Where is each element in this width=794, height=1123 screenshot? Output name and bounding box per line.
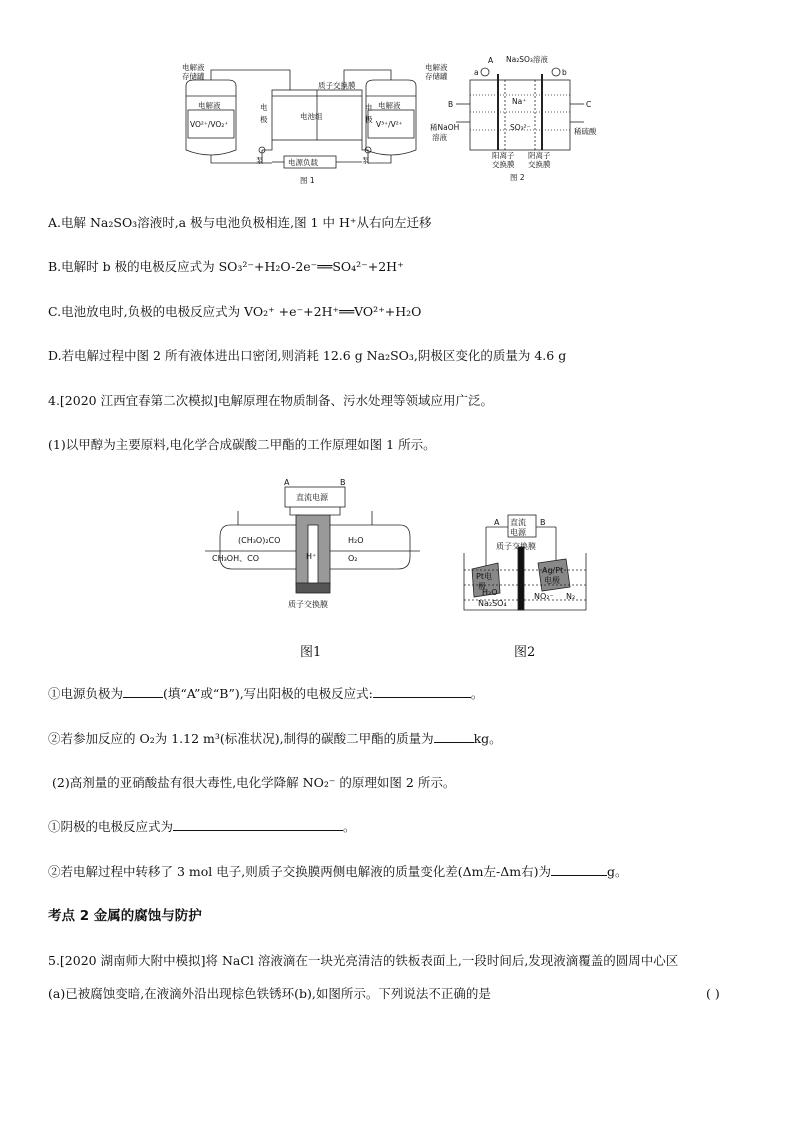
- q4-sub1: ①电源负极为 (填“A”或“B”),写出阳极的电极反应式: 。: [48, 686, 484, 701]
- svg-text:极: 极: [365, 115, 373, 124]
- q4-fig1-o2: O₂: [348, 554, 358, 563]
- fig1-left-tank-text1: 电解液: [198, 101, 221, 110]
- answer-blank-2[interactable]: [373, 685, 471, 698]
- fig2-solution: Na₂SO₃溶液: [506, 55, 548, 64]
- q4-fig1-h: H⁺: [306, 552, 317, 561]
- top-figures: [0, 0, 794, 190]
- fig2-acid: 稀硫酸: [574, 127, 597, 136]
- fig2-so: SO₃²⁻: [510, 123, 531, 132]
- q4-fig1-B: B: [340, 478, 346, 487]
- svg-text:电极: 电极: [544, 576, 560, 585]
- q4-fig2-agpt: Ag/Pt: [542, 566, 564, 575]
- svg-text:电源: 电源: [510, 528, 526, 537]
- svg-text:交换膜: 交换膜: [528, 160, 551, 169]
- svg-text:存储罐: 存储罐: [425, 72, 448, 81]
- fig1-right-tank-text2: V³⁺/V²⁺: [376, 120, 403, 129]
- q4-part2: (2)高剂量的亚硝酸盐有很大毒性,电化学降解 NO₂⁻ 的原理如图 2 所示。: [52, 775, 456, 790]
- fig1-left-tank-text2: VO²⁺/VO₂⁺: [190, 120, 229, 129]
- fig2-label-B: B: [448, 100, 454, 109]
- svg-text:存储罐: 存储罐: [182, 72, 205, 81]
- q4-fig2-A: A: [494, 518, 500, 527]
- q4-fig1-caption: 图1: [300, 645, 322, 660]
- fig1-right-tank-label: 电解液: [425, 63, 448, 72]
- fig1-left-tank-label: 电解液: [182, 63, 205, 72]
- svg-text:极: 极: [260, 115, 268, 124]
- q3-option-c: C.电池放电时,负极的电极反应式为 VO₂⁺ +e⁻+2H⁺══VO²⁺+H₂O: [48, 304, 422, 319]
- fig2-naoh: 稀NaOH: [430, 123, 460, 132]
- fig1-pump-right: 泵: [362, 156, 370, 165]
- fig1-electrode-right: 电: [365, 103, 373, 112]
- fig1-right-tank-text1: 电解液: [378, 101, 401, 110]
- q3-option-b: B.电解时 b 极的电极反应式为 SO₃²⁻+H₂O-2e⁻══SO₄²⁻+2H⁺: [48, 259, 404, 274]
- q5-line2: (a)已被腐蚀变暗,在液滴外沿出现棕色铁锈环(b),如图所示。下列说法不正确的是: [48, 986, 491, 1001]
- q4-fig1-in-left: CH₃OH、CO: [212, 554, 260, 563]
- q4-fig2-no2: NO₂⁻: [534, 592, 554, 601]
- q4-sub4: ②若电解过程中转移了 3 mol 电子,则质子交换膜两侧电解液的质量变化差(Δm左-Δm右)为 g。: [48, 864, 628, 879]
- fig1-load: 电源负载: [288, 158, 318, 167]
- q4-sub3: ①阴极的电极反应式为 。: [48, 819, 356, 834]
- fig1-membrane-label: 质子交换膜: [318, 81, 356, 90]
- answer-blank-5[interactable]: [551, 863, 607, 876]
- fig1-stack-label: 电池组: [300, 112, 323, 121]
- fig1-caption: 图 1: [300, 176, 315, 185]
- fig2-caption: 图 2: [510, 173, 525, 182]
- fig2-mem2: 阴离子: [528, 151, 551, 160]
- q5-answer-paren[interactable]: ( ): [706, 986, 720, 1001]
- fig2-label-C: C: [586, 100, 592, 109]
- q4-figures: [0, 475, 794, 655]
- svg-text:交换膜: 交换膜: [492, 160, 515, 169]
- q4-fig2-B: B: [540, 518, 546, 527]
- q4-part1: (1)以甲醇为主要原料,电化学合成碳酸二甲酯的工作原理如图 1 所示。: [48, 437, 436, 452]
- q4-fig2-na2so4: Na₂SO₄: [478, 599, 507, 608]
- q4-stem: 4.[2020 江西宜春第二次模拟]电解原理在物质制备、污水处理等领域应用广泛。: [48, 393, 493, 408]
- q4-fig1-A: A: [284, 478, 290, 487]
- svg-text:溶液: 溶液: [432, 133, 447, 142]
- q4-fig1-power: 直流电源: [296, 493, 328, 502]
- q4-fig2-pt: Pt电: [476, 572, 492, 581]
- answer-blank-1[interactable]: [123, 685, 163, 698]
- q4-fig2-power: 直流: [510, 518, 526, 527]
- q3-option-a: A.电解 Na₂SO₃溶液时,a 极与电池负极相连,图 1 中 H⁺从右向左迁移: [48, 215, 432, 230]
- svg-text:极: 极: [478, 582, 486, 591]
- q5-line1: 5.[2020 湖南师大附中模拟]将 NaCl 溶液滴在一块光亮清洁的铁板表面上,一段时间后,发现液滴覆盖的圆周中心区: [48, 953, 679, 968]
- q3-option-d: D.若电解过程中图 2 所有液体进出口密闭,则消耗 12.6 g Na₂SO₃,阴极区变化的质量为 4.6 g: [48, 348, 567, 363]
- fig2-label-a: a: [474, 68, 479, 77]
- fig1-electrode-left: 电: [260, 103, 268, 112]
- q4-fig1-h2o: H₂O: [348, 536, 364, 545]
- q4-sub2: ②若参加反应的 O₂为 1.12 m³(标准状况),制得的碳酸二甲酯的质量为 kg。: [48, 731, 502, 746]
- fig2-na: Na⁺: [512, 97, 527, 106]
- q4-fig2-n2: N₂: [566, 592, 576, 601]
- q4-fig1-out-left: (CH₃O)₂CO: [238, 536, 281, 545]
- section-heading: 考点 2 金属的腐蚀与防护: [48, 908, 202, 924]
- fig2-label-b: b: [562, 68, 567, 77]
- q4-fig1-membrane: 质子交换膜: [288, 600, 328, 609]
- answer-blank-4[interactable]: [173, 818, 343, 831]
- q4-fig2-caption: 图2: [514, 645, 536, 660]
- q4-fig2-membrane: 质子交换膜: [496, 542, 536, 551]
- fig1-pump-left: 泵: [256, 156, 264, 165]
- q4-fig2-h2o: H₂O: [482, 588, 498, 597]
- answer-blank-3[interactable]: [434, 730, 474, 743]
- fig2-label-A: A: [488, 56, 494, 65]
- fig2-mem1: 阳离子: [492, 151, 515, 160]
